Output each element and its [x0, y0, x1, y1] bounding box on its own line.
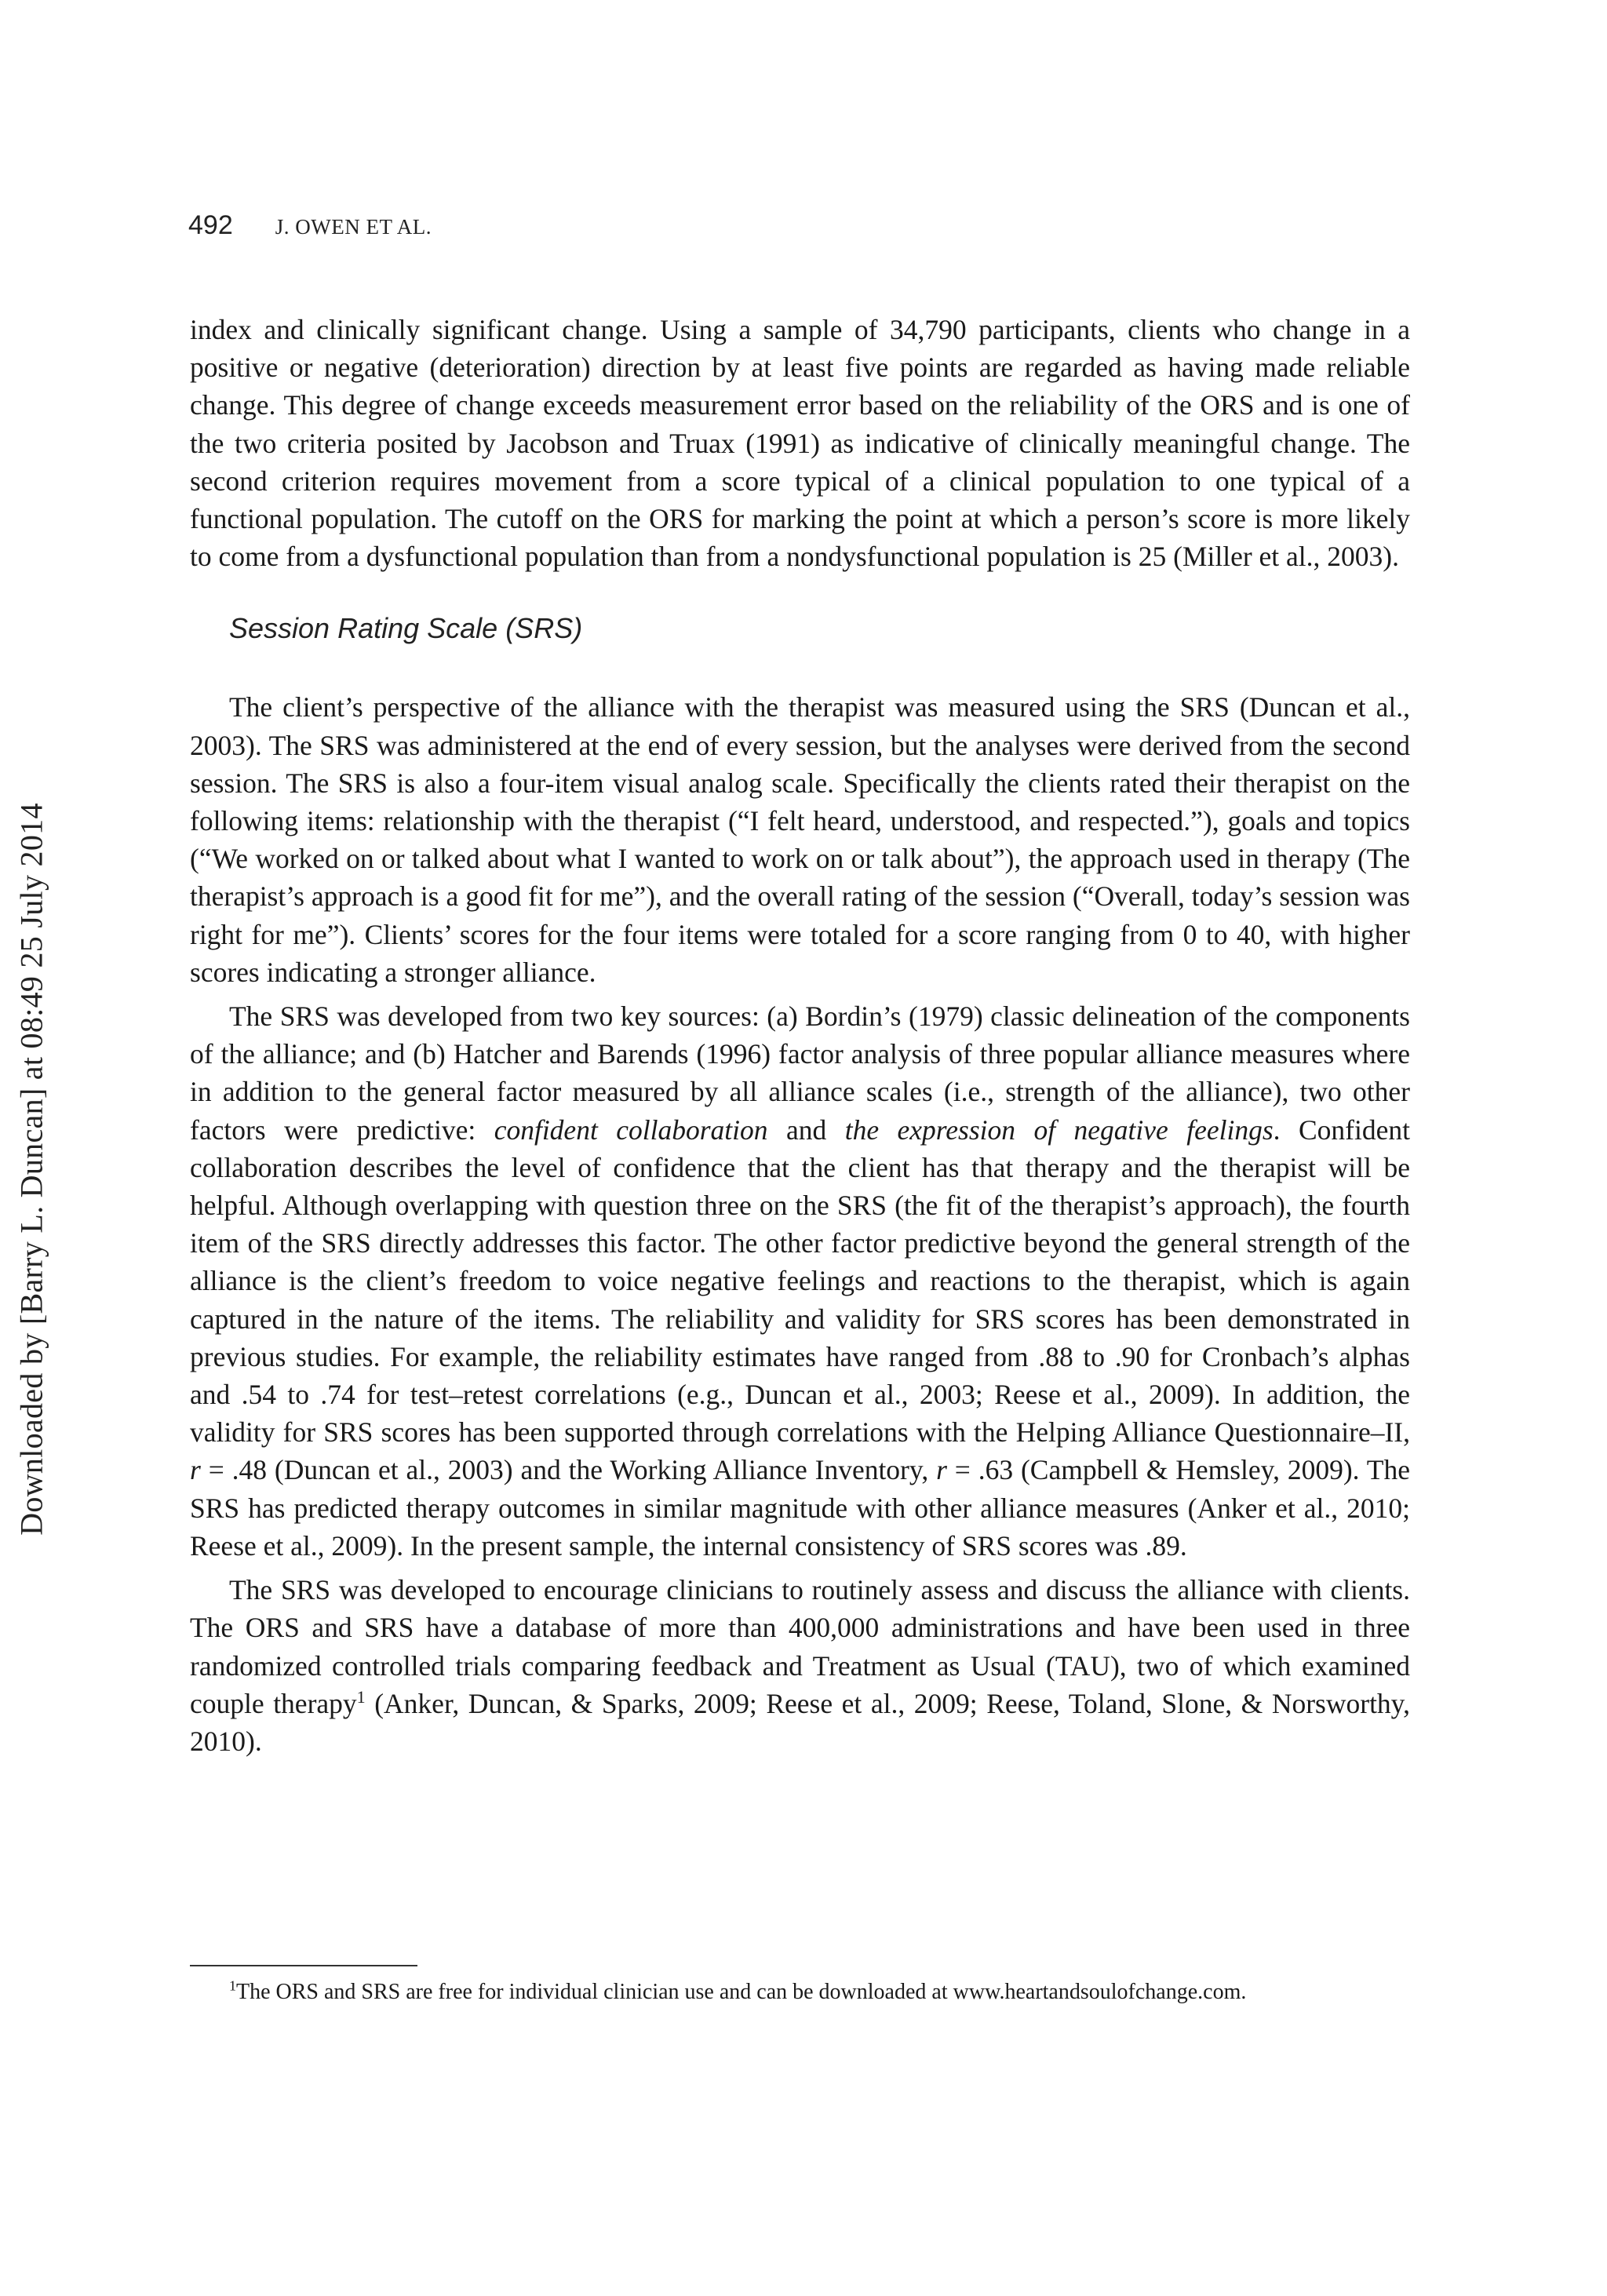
paragraph-srs-description: The client’s perspective of the alliance with the therapist was measured using the SRS (Duncan et al., 2003). The SRS was administered at the end of every session, but the analyses were derived from the second session. The SRS is also a four-item visual analog scale. Specifically the clients rated their therapist on the following items: relationship with the therapist (“I felt heard, understood, and respected.”), goals and topics (“We worked on or talked about what I wanted to work on or talk about”), the approach used in therapy (The therapist’s approach is a good fit for me”), and the overall rating of the session (“Overall, today’s session was right for me”). Clients’ scores for the four items were totaled for a score ranging from 0 to 40, with higher scores indicating a stronger alliance.: [190, 691, 1410, 988]
p3-text-1: The SRS was developed from two key sources: (a) Bordin’s (1979) classic delineation of the components of the alliance; and (b) Hatcher and Barends (1996) factor analysis of three popular alliance measures where in addition to the general factor measured by all alliance scales (i.e., strength of the alliance), two other factors were predictive:: [190, 1000, 1410, 1146]
p3-text-4: = .48 (Duncan et al., 2003) and the Working Alliance Inventory,: [200, 1454, 937, 1486]
page-number: 492: [188, 210, 233, 240]
p4-text-1: The SRS was developed to encourage clinicians to routinely assess and discuss the alliance with clients. The ORS and SRS have a database of more than 400,000 administrations and have been used in three randomized controlled trials comparing feedback and Treatment as Usual (TAU), two of which examined couple therapy: [190, 1574, 1410, 1719]
running-head: [188, 210, 432, 250]
footnote-reference: 1: [356, 1686, 366, 1707]
download-stamp: [0, 0, 63, 2296]
p4-text-2: (Anker, Duncan, & Sparks, 2009; Reese et al., 2009; Reese, Toland, Slone, & Norsworthy, 2010).: [190, 1687, 1410, 1757]
running-head-authors: J. OWEN ET AL.: [275, 215, 432, 239]
stat-r-symbol: r: [936, 1454, 947, 1486]
stat-r-symbol: r: [190, 1454, 201, 1486]
article-body: [190, 311, 1410, 1760]
download-stamp-text: Downloaded by [Barry L. Duncan] at 08:49 25 July 2014: [13, 803, 49, 1536]
paragraph-srs-development: [190, 997, 1410, 1565]
footnote: [229, 1977, 1410, 2007]
term-negative-feelings: the expression of negative feelings: [844, 1113, 1274, 1146]
paragraph-srs-purpose: [190, 1571, 1410, 1760]
p3-text-3: . Confident collaboration describes the level of confidence that the client has that therapy and the therapist will be helpful. Although overlapping with question three on the SRS (the fit of the therapist’s approach), the fourth item of the SRS directly addresses this factor. The other factor predictive beyond the general strength of the alliance is the client’s freedom to voice negative feelings and reactions to the therapist, which is again captured in the nature of the items. The reliability and validity for SRS scores has been demonstrated in previous studies. For example, the reliability estimates have ranged from .88 to .90 for Cronbach’s alphas and .54 to .74 for test–retest correlations (e.g., Duncan et al., 2003; Reese et al., 2009). In addition, the validity for SRS scores has been supported through correlations with the Helping Alliance Questionnaire–II,: [190, 1113, 1410, 1449]
paragraph-ors-change: index and clinically significant change. Using a sample of 34,790 participants, clients who change in a positive or negative (deterioration) direction by at least five points are regarded as having made reliable change. This degree of change exceeds measurement error based on the reliability of the ORS and is one of the two criteria posited by Jacobson and Truax (1991) as indicative of clinically meaningful change. The second criterion requires movement from a score typical of a clinical population to one typical of a functional population. The cutoff on the ORS for marking the point at which a person’s score is more likely to come from a dysfunctional population than from a nondysfunctional population is 25 (Miller et al., 2003).: [190, 314, 1410, 573]
p3-text-5: = .63 (Campbell & Hemsley, 2009). The SRS has predicted therapy outcomes in similar magnitude with other alliance measures (Anker et al., 2010; Reese et al., 2009). In the present sample, the internal consistency of SRS scores was .89.: [190, 1454, 1410, 1562]
footnote-divider: [190, 1965, 417, 1966]
footnote-text: The ORS and SRS are free for individual clinician use and can be downloaded at www.heartandsoulofchange.com.: [236, 1980, 1247, 2004]
section-heading-srs: Session Rating Scale (SRS): [229, 612, 583, 645]
p3-text-2: and: [767, 1113, 845, 1146]
footnote-marker: 1: [229, 1977, 236, 1994]
term-confident-collaboration: confident collaboration: [494, 1113, 768, 1146]
